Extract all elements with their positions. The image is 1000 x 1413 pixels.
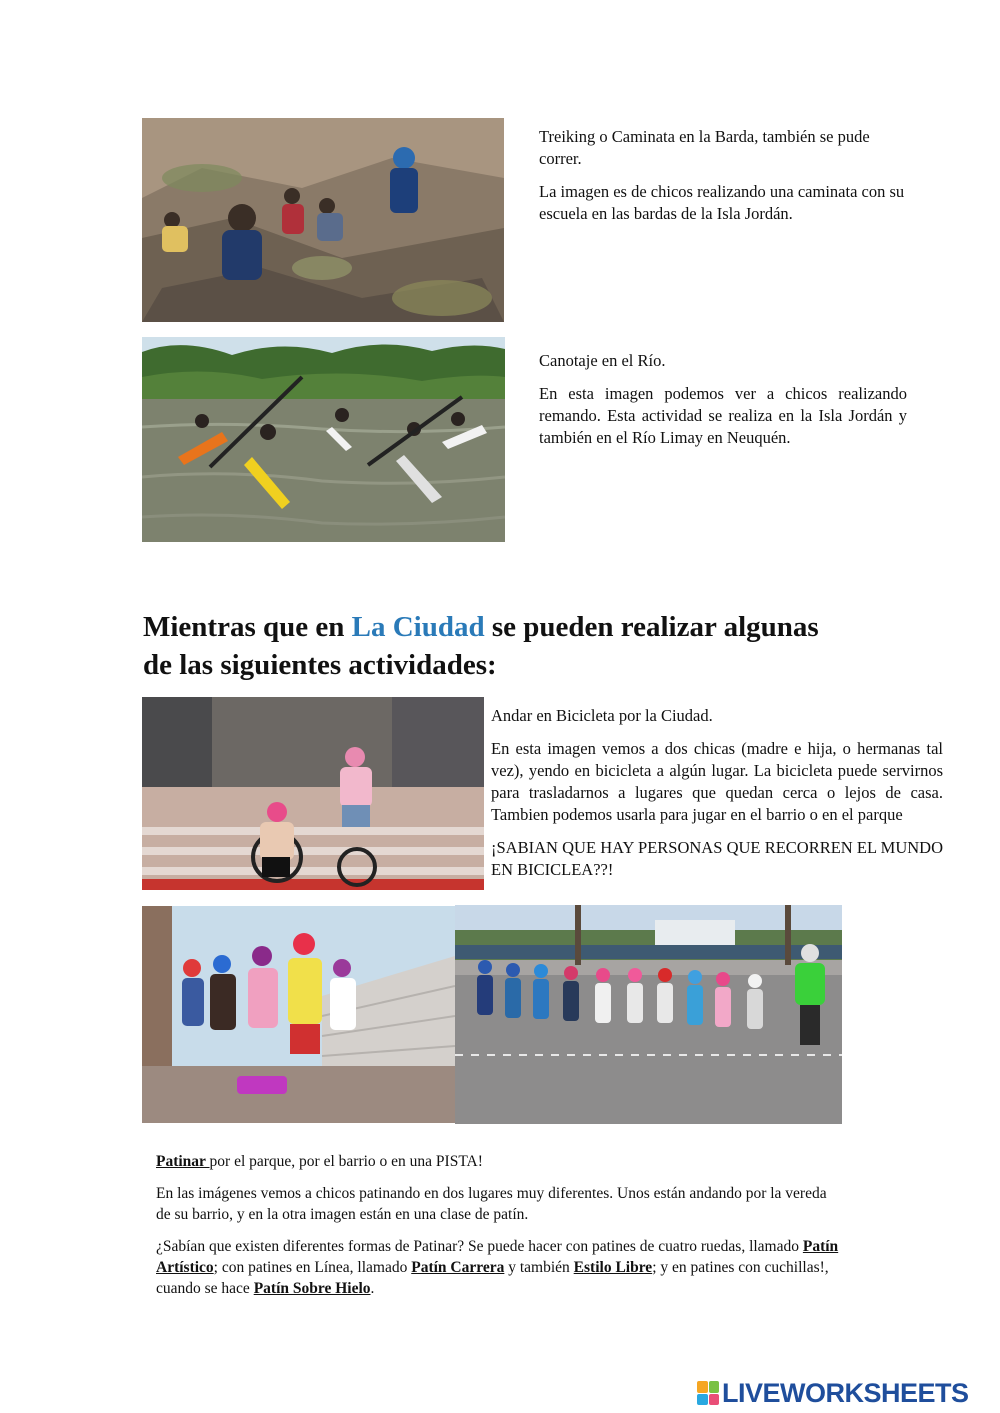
skating-sidewalk-photo <box>142 906 455 1123</box>
hiking-title: Treiking o Caminata en la Barda, también se pude correr. <box>539 127 870 168</box>
logo-grid-icon <box>697 1381 719 1405</box>
skating-class-photo <box>455 905 842 1124</box>
kayak-description: En esta imagen podemos ver a chicos realizando remando. Esta actividad se realiza en la Isla Jordán y también en el Río Limay en Neuquén. <box>539 384 907 447</box>
skate-types-text-e: y también <box>504 1259 574 1276</box>
patin-carrera: Patín Carrera <box>411 1259 505 1276</box>
skate-link[interactable]: Patinar <box>156 1153 210 1170</box>
hiking-description: La imagen es de chicos realizando una caminata con su escuela en las bardas de la Isla Jordán. <box>539 182 905 223</box>
logo-text: LIVEWORKSHEETS <box>722 1377 969 1408</box>
kayak-title: Canotaje en el Río. <box>539 351 666 370</box>
skate-intro <box>156 1151 842 1172</box>
bicycle-photo <box>142 697 484 890</box>
heading-line2: de las siguientes actividades: <box>143 649 497 681</box>
liveworksheets-logo[interactable] <box>697 1378 969 1408</box>
skate-types-text-c: ; con patines en Línea, llamado <box>213 1259 412 1276</box>
skate-types-text-i: . <box>370 1280 375 1297</box>
patin-sobre-hielo: Patín Sobre Hielo <box>253 1280 371 1297</box>
heading-part2: se pueden realizar algunas <box>484 611 819 643</box>
heading-highlight: La Ciudad <box>351 611 485 643</box>
skate-intro-rest: por el parque, por el barrio o en una PISTA! <box>209 1153 483 1170</box>
skate-description: En las imágenes vemos a chicos patinando en dos lugares muy diferentes. Unos están andando por la vereda de su barrio, y en la otra imagen están en una clase de patín. <box>156 1185 827 1223</box>
section-heading <box>143 608 903 684</box>
skate-types <box>156 1236 842 1299</box>
kayaking-photo <box>142 337 505 542</box>
bike-description: En esta imagen vemos a dos chicas (madre e hija, o hermanas tal vez), yendo en bicicleta a algún lugar. La bicicleta puede servirnos para trasladarnos a lugares que quedan cerca o lejos de casa. Tambien podemos usarla para jugar en el barrio o en el parque <box>491 739 943 824</box>
skate-types-text-a: ¿Sabían que existen diferentes formas de Patinar? Se puede hacer con patines de cuatro ruedas, llamado <box>156 1238 803 1255</box>
bike-title: Andar en Bicicleta por la Ciudad. <box>491 706 713 725</box>
estilo-libre: Estilo Libre <box>573 1259 653 1276</box>
patin-artistico: Patín Artístico <box>156 1238 839 1276</box>
bike-fact: ¡SABIAN QUE HAY PERSONAS QUE RECORREN EL MUNDO EN BICICLEA??! <box>491 838 943 879</box>
skate-types-text-g: ; y en patines con cuchillas!, cuando se hace <box>156 1259 829 1297</box>
hiking-photo <box>142 118 504 322</box>
heading-part1: Mientras que en <box>143 611 352 643</box>
